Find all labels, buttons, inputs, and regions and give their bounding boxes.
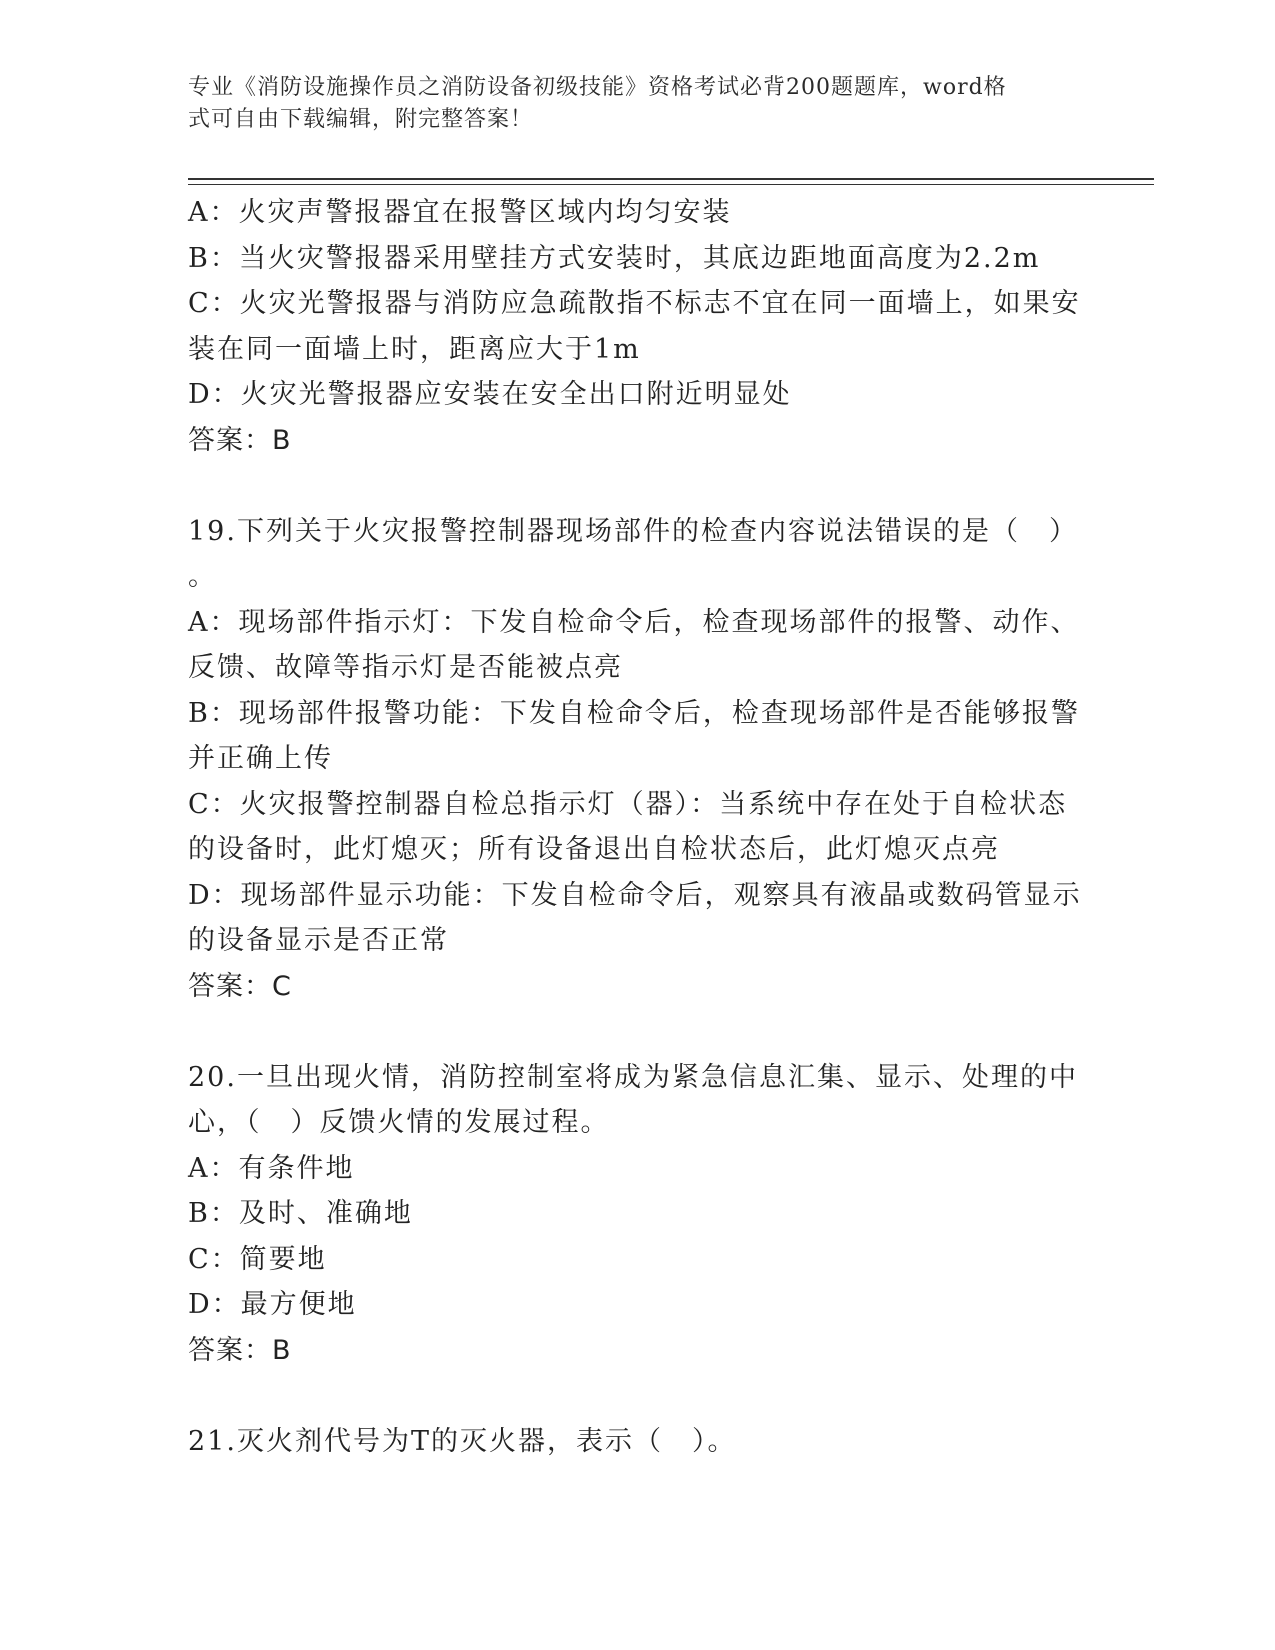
header-divider-thin [188, 184, 1154, 185]
question-20-stem-line-1: 20.一旦出现火情，消防控制室将成为紧急信息汇集、显示、处理的中 [188, 1061, 1078, 1093]
option-c-line-1: C：火灾光警报器与消防应急疏散指不标志不宜在同一面墙上，如果安 [188, 288, 1081, 319]
question-18-options [188, 190, 1081, 463]
question-19-stem-line-1: 19.下列关于火灾报警控制器现场部件的检查内容说法错误的是（ ） [188, 515, 1078, 547]
header-line-1: 专业《消防设施操作员之消防设备初级技能》资格考试必背200题题库，word格 [188, 75, 1007, 100]
question-20 [188, 1055, 1078, 1374]
option-d-line-1: D：现场部件显示功能：下发自检命令后，观察具有液晶或数码管显示 [188, 879, 1082, 911]
option-a-line-2: 反馈、故障等指示灯是否能被点亮 [188, 652, 623, 683]
answer-19: 答案：C [188, 970, 292, 1002]
answer-18: 答案：B [188, 424, 292, 456]
option-c: C：简要地 [188, 1243, 327, 1275]
option-b: B：当火灾警报器采用壁挂方式安装时，其底边距地面高度为2.2m [188, 242, 1041, 274]
header-divider-thick [188, 178, 1154, 180]
option-c-line-2: 装在同一面墙上时，距离应大于1m [188, 333, 641, 365]
document-header [188, 72, 1068, 136]
option-d-line-2: 的设备显示是否正常 [188, 925, 449, 956]
option-c-line-2: 的设备时，此灯熄灭；所有设备退出自检状态后，此灯熄灭点亮 [188, 834, 1000, 865]
spacer [188, 1373, 1078, 1419]
header-line-2: 式可自由下载编辑，附完整答案！ [188, 107, 534, 132]
option-c-line-1: C：火灾报警控制器自检总指示灯（器）：当系统中存在处于自检状态 [188, 788, 1068, 820]
question-19-stem-line-2: 。 [188, 561, 217, 592]
question-21-stem-line-1: 21.灭火剂代号为T的灭火器，表示（ ）。 [188, 1425, 737, 1457]
option-a: A：火灾声警报器宜在报警区域内均匀安装 [188, 197, 732, 228]
answer-20: 答案：B [188, 1334, 292, 1366]
question-21 [188, 1419, 1078, 1465]
question-content [188, 190, 1082, 1464]
option-d: D：火灾光警报器应安装在安全出口附近明显处 [188, 379, 792, 410]
question-20-stem-line-2: 心，（ ）反馈火情的发展过程。 [188, 1107, 610, 1138]
option-b-line-2: 并正确上传 [188, 743, 333, 774]
option-d: D：最方便地 [188, 1289, 357, 1320]
spacer [188, 463, 1078, 509]
option-b-line-1: B：现场部件报警功能：下发自检命令后，检查现场部件是否能够报警 [188, 697, 1080, 729]
option-b: B：及时、准确地 [188, 1198, 413, 1229]
question-19 [188, 509, 1082, 1010]
option-a: A：有条件地 [188, 1152, 355, 1184]
option-a-line-1: A：现场部件指示灯：下发自检命令后，检查现场部件的报警、动作、 [188, 606, 1080, 638]
spacer [188, 1009, 1078, 1055]
